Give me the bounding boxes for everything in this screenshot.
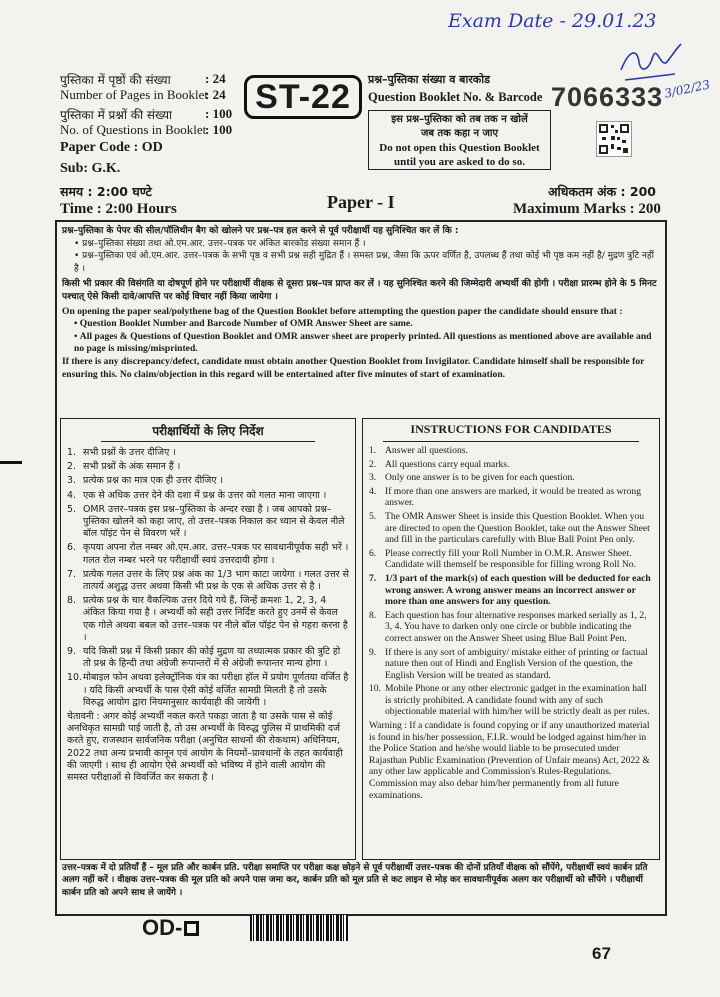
time-hi: समय : 2:00 घण्टे [60,184,152,199]
opening-note-hi-bullet-1: • प्रश्न–पुस्तिका संख्या तथा ओ.एम.आर. उत्तर–पत्रक पर अंकित बारकोड संख्या समान हैं । [74,238,366,249]
opening-note-hi-bullet-2-text: प्रश्न–पुस्तिका एवं ओ.एम.आर. उत्तर–पत्रक के सभी पृष्ठ व सभी प्रश्न सही मुद्रित हैं । समस्त प्रश्न, जैसा कि ऊपर वर्णित है, उपलब्ध हैं तथा कोई भी पृष्ठ कम नहीं है/ मुद्रण त्रुटि नहीं है । [74,251,654,274]
english-item-10: 10. Mobile Phone or any other electronic gadget in the examination hall is strictly prohibited. A candidate found with any of such objectionable material with him/her will be strictly dealt as per rules. [369,683,650,718]
english-item-3: 3. Only one answer is to be given for each question. [369,472,575,484]
handwritten-exam-date: Exam Date - 29.01.23 [448,10,657,32]
opening-note-en-bullet-1: • Question Booklet Number and Barcode Number of OMR Answer Sheet are same. [74,318,413,330]
english-title-underline [383,441,639,442]
marks-en: Maximum Marks : 200 [513,201,661,217]
hindi-instructions-column [60,418,356,860]
english-item-8: 8. Each question has four alternative responses marked serially as 1, 2, 3, 4. You have to darken only one circle or bubble indicating the correct answer on the Answer Sheet using Blue Ball Point Pen. [369,609,647,644]
opening-note-hi-para: किसी भी प्रकार की विसंगति या दोषपूर्ण होने पर परीक्षार्थी वीक्षक से दूसरा प्रश्न–पत्र प्राप्त कर लें । यह सुनिश्चित करने की जिम्मेदारी अभ्यर्थी की होगी । परीक्षा प्रारम्भ होने के 5 मिनट पश्चात् ऐसे किसी दावे/आपत्ति पर कोई विचार नहीं किया जायेगा । [62,279,657,302]
pages-value-en: : 24 [205,87,226,102]
qr-code-icon [596,121,632,157]
pages-hi-label: पुस्तिका में पृष्ठों की संख्या [60,73,171,87]
warning-hi-line2: जब तक कहा न जाए [420,128,499,139]
english-item-1: 1. Answer all questions. [369,445,468,456]
time-en: Time : 2:00 Hours [60,201,177,217]
hindi-item-5: 5. OMR उत्तर–पत्रक इस प्रश्न–पुस्तिका के अन्दर रखा है । जब आपको प्रश्न–पुस्तिका खोलने को कहा जाए, तो उत्तर–पत्रक निकाल कर ध्यान से केवल नीले बॉल पॉइंट पेन से विवरण भरें । [67,503,345,540]
opening-note-hi-intro: प्रश्न–पुस्तिका के पेपर की सील/पॉलिथीन बैग को खोलने पर प्रश्न–पत्र हल करने से पूर्व परीक्षार्थी यह सुनिश्चित कर लें कि : [62,226,459,236]
hindi-item-10: 10. मोबाइल फोन अथवा इलेक्ट्रॉनिक यंत्र का परीक्षा हॉल में प्रयोग पूर्णतया वर्जित है । यदि किसी अभ्यर्थी के पास ऐसी कोई वर्जित सामग्री मिलती है तो उसके विरुद्ध आयोग द्वारा नियमानुसार कार्यवाही की जायेगी । [67,672,349,708]
hindi-item-6: 6. कृपया अपना रोल नम्बर ओ.एम.आर. उत्तर–पत्रक पर सावधानीपूर्वक सही भरें । गलत रोल नम्बर भरने पर परीक्षार्थी स्वयं उत्तरदायी होगा । [67,542,349,566]
hindi-title-underline [101,441,315,442]
marks-hi: अधिकतम अंक : 200 [548,184,656,199]
hindi-item-7: 7. प्रत्येक गलत उत्तर के लिए प्रश्न अंक का 1/3 भाग काटा जायेगा । गलत उत्तर से तात्पर्य अशुद्ध उत्तर अथवा किसी भी प्रश्न के एक से अधिक उत्तर से है । [67,568,349,593]
od-code-text: OD- [142,915,183,940]
od-code-box-icon [184,921,199,936]
english-instructions-title: INSTRUCTIONS FOR CANDIDATES [410,422,612,436]
questions-value: : 100 [205,106,233,121]
opening-note-en-bullet-1-text: Question Booklet Number and Barcode Number of OMR Answer Sheet are same. [79,318,413,330]
english-item-7: 7. 1/3 part of the mark(s) of each question will be deducted for each wrong answer. A wrong answer means an incorrect answer or more than one answers for any question. [369,572,651,608]
subject: Sub: G.K. [60,161,121,176]
bottom-barcode [250,915,348,941]
english-item-2: 2. All questions carry equal marks. [369,458,510,470]
od-code [142,915,199,941]
english-warning: Warning : If a candidate is found copying or if any unauthorized material is found in his/her possession, F.I.R. would be lodged against him/her in the Police Station and he/she would liable to be prosecuted under Rajasthan Public Examination (Prevention of Unfair means) Act, 2022 & any other law applicable and Commission's Rules-Regulations. Commission may also debar him/her permanently from all future examinations. [369,720,650,801]
hindi-item-4: 4. एक से अधिक उत्तर देने की दशा में प्रश्न के उत्तर को गलत माना जाएगा । [67,489,327,501]
warning-en-line1: Do not open this Question Booklet [379,142,540,154]
booklet-no-en-label: Question Booklet No. & Barcode [368,90,543,104]
hindi-item-9: 9. यदि किसी प्रश्न में किसी प्रकार की कोई मुद्रण या तथ्यात्मक प्रकार की त्रुटि हो तो प्रश्न के हिन्दी तथा अंग्रेजी रूपान्तरों में से अंग्रेजी रूपान्तर मान्य होगा । [67,646,341,670]
pages-en-label: Number of Pages in Booklet [60,87,209,102]
questions-value-en: : 100 [205,122,233,137]
english-instructions-list [369,445,653,803]
page-number: 67 [592,944,611,963]
questions-hi-label: पुस्तिका में प्रश्नों की संख्या [60,108,173,122]
hindi-item-8: 8. प्रत्येक प्रश्न के चार वैकल्पिक उत्तर दिये गये हैं, जिन्हें क्रमशः 1, 2, 3, 4 अंकित किया गया है । अभ्यर्थी को सही उत्तर निर्दिष्ट करते हुए उनमें से केवल एक गोले अथवा बबल को उत्तर–पत्रक पर नीले बॉल पॉइंट पेन से गहरा करना है । [67,595,348,643]
opening-note-en-intro: On opening the paper seal/polythene bag of the Question Booklet before attempting the question paper the candidate should ensure that : [62,305,623,317]
opening-note-en-bullet-2: • All pages & Questions of Question Booklet and OMR answer sheet are properly printed. All questions as mentioned above are available and no page is missing/misprinted. [74,330,652,355]
opening-note-en-para: If there is any discrepancy/defect, candidate must obtain another Question Booklet from Invigilator. Candidate himself shall be responsible for ensuring this. No claim/objection in this regard will be entertained after five minutes of start of examination. [62,355,645,380]
booklet-number: 7066333 [551,82,664,112]
questions-en-label: No. of Questions in Booklet [60,122,207,137]
hindi-item-1: 1. सभी प्रश्नों के उत्तर दीजिए । [67,447,176,458]
opening-note-hi-bullet-1-text: प्रश्न–पुस्तिका संख्या तथा ओ.एम.आर. उत्तर–पत्रक पर अंकित बारकोड संख्या समान हैं । [82,238,366,249]
opening-note-hi-bullet-2: • प्रश्न–पुस्तिका एवं ओ.एम.आर. उत्तर–पत्रक के सभी पृष्ठ व सभी प्रश्न सही मुद्रित हैं । समस्त प्रश्न, जैसा कि ऊपर वर्णित है, उपलब्ध हैं तथा कोई भी पृष्ठ कम नहीं है/ मुद्रण त्रुटि नहीं है । [74,251,654,274]
paper-title: Paper - I [327,192,395,212]
footer-note: उत्तर–पत्रक में दो प्रतियाँ हैं – मूल प्रति और कार्बन प्रति. परीक्षा समाप्ति पर परीक्षा कक्ष छोड़ने से पूर्व परीक्षार्थी उत्तर–पत्रक की दोनों प्रतियाँ वीक्षक को सौंपेंगे, परीक्षार्थी स्वयं कार्बन प्रति अलग नहीं करें । वीक्षक उत्तर–पत्रक की मूल प्रति को अपने पास जमा कर, कार्बन प्रति को मूल प्रति से कट लाइन से मोड़ कर सावधानीपूर्वक अलग कर परीक्षार्थी को सौंपेंगे । परीक्षार्थी कार्बन प्रति को अपने साथ ले जायेंगे । [62,863,648,898]
hindi-item-3: 3. प्रत्येक प्रश्न का मात्र एक ही उत्तर दीजिए । [67,475,224,487]
pages-value: : 24 [205,71,226,86]
handwritten-sign-date: 3/02/23 [663,77,712,101]
series-code-box: ST-22 [244,75,362,119]
do-not-open-box [368,110,551,170]
opening-note-en-bullet-2-text: All pages & Questions of Question Booklet and OMR answer sheet are properly printed. All questions as mentioned above are available and no page is missing/misprinted. [74,330,652,355]
warning-hi-line1: इस प्रश्न–पुस्तिका को तब तक न खोलें [391,114,528,125]
hindi-instructions-title: परीक्षार्थियों के लिए निर्देश [152,424,264,438]
margin-mark [0,461,22,464]
hindi-item-2: 2. सभी प्रश्नों के अंक समान हैं । [67,461,181,473]
english-item-4: 4. If more than one answers are marked, it would be treated as wrong answer. [369,485,642,509]
booklet-no-hi-label: प्रश्न–पुस्तिका संख्या व बारकोड [368,73,490,86]
english-item-9: 9. If there is any sort of ambiguity/ mistake either of printing or factual nature then out of Hindi and English Version of the question, the English Version will be treated as standard. [369,646,648,681]
warning-en-line2: until you are asked to do so. [394,156,525,168]
paper-code: Paper Code : OD [60,140,163,155]
english-item-5: 5. The OMR Answer Sheet is inside this Question Booklet. When you are directed to open the Question Booklet, take out the Answer Sheet and fill in the particulars carefully with Blue Ball Point Pen only. [369,510,650,546]
hindi-warning: चेतावनी : अगर कोई अभ्यर्थी नकल करते पकड़ा जाता है या उसके पास से कोई अनधिकृत सामग्री पाई जाती है, तो उस अभ्यर्थी के विरुद्ध पुलिस में प्राथमिकी दर्ज करते हुए, राजस्थान सार्वजनिक परीक्षा (अनुचित साधनों की रोकथाम) अधिनियम, 2022 तथा अन्य प्रभावी कानून एवं आयोग के नियमों–प्रावधानों के तहत कार्यवाही की जाएगी । साथ ही आयोग ऐसे अभ्यर्थी को भविष्य में होने वाली आयोग की समस्त परीक्षाओं से विवर्जित कर सकता है । [67,711,343,784]
hindi-instructions-list [67,447,349,786]
english-instructions-column [362,418,660,860]
english-item-6: 6. Please correctly fill your Roll Number in O.M.R. Answer Sheet. Candidate will themself be responsible for filling wrong Roll No. [369,547,636,571]
opening-note [62,225,658,381]
